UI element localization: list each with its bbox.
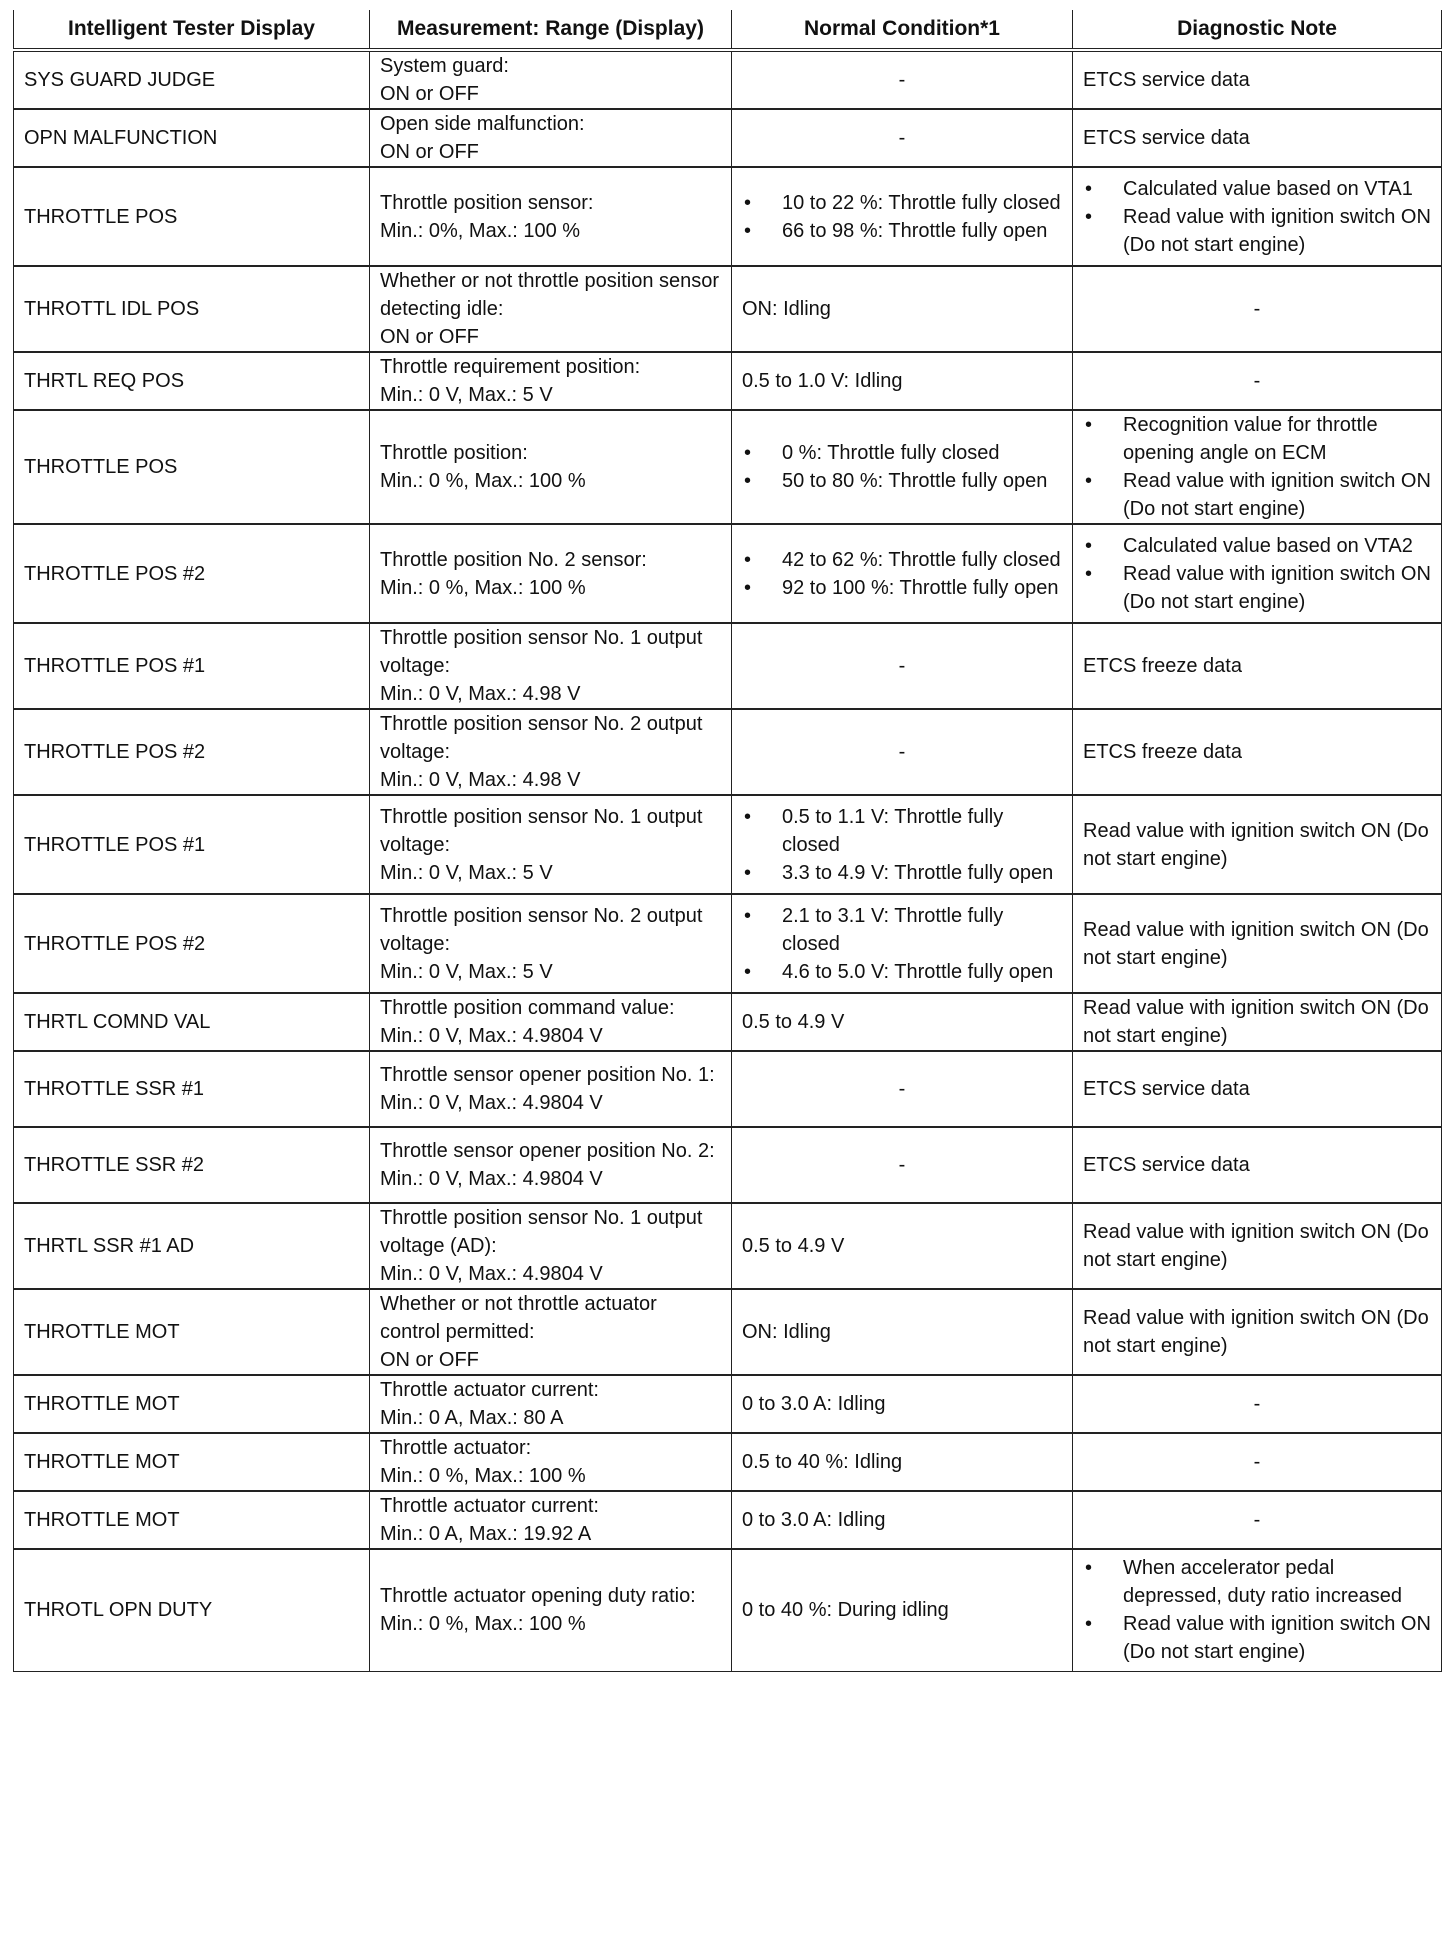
header-row [14, 10, 1442, 50]
text-line: ON or OFF [380, 83, 479, 105]
cell-normal-condition: 0.5 to 40 %: Idling [732, 1433, 1073, 1491]
table-row [14, 109, 1442, 167]
cell-normal-condition: 0 to 3.0 A: Idling [732, 1375, 1073, 1433]
cell-measurement-range [370, 709, 732, 795]
cell-measurement-range [370, 623, 732, 709]
cell-diagnostic-note: ETCS service data [1073, 1051, 1442, 1127]
cell-tester-display: SYS GUARD JUDGE [14, 50, 370, 109]
bullet-list [742, 189, 1062, 245]
table-row [14, 1127, 1442, 1203]
table-row [14, 1051, 1442, 1127]
cell-normal-condition: - [732, 1127, 1073, 1203]
cell-measurement-range [370, 894, 732, 993]
text-line: Whether or not throttle actuator control permitted: [380, 1293, 657, 1343]
cell-tester-display: THROTTL IDL POS [14, 266, 370, 352]
cell-normal-condition: - [732, 50, 1073, 109]
table-row [14, 623, 1442, 709]
cell-measurement-range [370, 50, 732, 109]
cell-measurement-range [370, 1491, 732, 1549]
cell-measurement-range [370, 1433, 732, 1491]
cell-tester-display: THROTTLE MOT [14, 1375, 370, 1433]
text-line: Min.: 0 V, Max.: 4.9804 V [380, 1025, 603, 1047]
bullet-item: • 0 %: Throttle fully closed [742, 439, 1062, 467]
cell-diagnostic-note: Read value with ignition switch ON (Do not start engine) [1073, 1289, 1442, 1375]
cell-normal-condition: - [732, 709, 1073, 795]
cell-diagnostic-note: ETCS service data [1073, 109, 1442, 167]
text-line: Throttle actuator current: [380, 1379, 599, 1401]
cell-measurement-range [370, 1549, 732, 1671]
text-line: Whether or not throttle position sensor detecting idle: [380, 270, 720, 320]
cell-tester-display: THROTL OPN DUTY [14, 1549, 370, 1671]
text-line: Min.: 0 V, Max.: 4.9804 V [380, 1092, 603, 1114]
cell-diagnostic-note: ETCS freeze data [1073, 709, 1442, 795]
cell-diagnostic-note: ETCS service data [1073, 50, 1442, 109]
cell-tester-display: THROTTLE SSR #2 [14, 1127, 370, 1203]
text-line: Throttle actuator current: [380, 1495, 599, 1517]
cell-diagnostic-note [1073, 1549, 1442, 1671]
bullet-item: • Read value with ignition switch ON (Do not start engine) [1083, 1610, 1431, 1666]
text-line: Min.: 0 %, Max.: 100 % [380, 576, 586, 599]
table-row [14, 1433, 1442, 1491]
cell-normal-condition: - [732, 1051, 1073, 1127]
cell-measurement-range [370, 109, 732, 167]
cell-normal-condition [732, 795, 1073, 894]
text-line: System guard: [380, 55, 509, 77]
bullet-item: • 10 to 22 %: Throttle fully closed [742, 189, 1062, 217]
text-line: Throttle position command value: [380, 997, 675, 1019]
cell-tester-display: THROTTLE MOT [14, 1289, 370, 1375]
cell-measurement-range [370, 352, 732, 410]
table-header [14, 10, 1442, 50]
bullet-list [742, 546, 1062, 602]
bullet-item: • 42 to 62 %: Throttle fully closed [742, 546, 1062, 574]
cell-tester-display: THROTTLE POS [14, 167, 370, 266]
cell-tester-display: THROTTLE MOT [14, 1491, 370, 1549]
text-line: Throttle sensor opener position No. 2: [380, 1140, 715, 1162]
cell-tester-display: THRTL SSR #1 AD [14, 1203, 370, 1289]
text-line: Throttle position: [380, 442, 528, 464]
cell-tester-display: THROTTLE SSR #1 [14, 1051, 370, 1127]
text-line: Throttle position sensor No. 2 output voltage: [380, 713, 703, 763]
table-row [14, 1491, 1442, 1549]
cell-measurement-range [370, 993, 732, 1051]
text-line: Min.: 0 V, Max.: 4.9804 V [380, 1168, 603, 1190]
cell-measurement-range [370, 524, 732, 623]
header-normal-condition: Normal Condition*1 [732, 10, 1073, 50]
header-tester-display: Intelligent Tester Display [14, 10, 370, 50]
cell-diagnostic-note: Read value with ignition switch ON (Do not start engine) [1073, 993, 1442, 1051]
cell-diagnostic-note: - [1073, 1491, 1442, 1549]
cell-normal-condition [732, 410, 1073, 524]
text-line: Throttle position sensor: [380, 191, 594, 214]
bullet-list [742, 902, 1062, 986]
cell-diagnostic-note: Read value with ignition switch ON (Do not start engine) [1073, 795, 1442, 894]
bullet-item: • 66 to 98 %: Throttle fully open [742, 217, 1062, 245]
table-row [14, 709, 1442, 795]
cell-normal-condition: 0.5 to 4.9 V [732, 993, 1073, 1051]
cell-normal-condition: - [732, 623, 1073, 709]
bullet-item: • Calculated value based on VTA1 [1083, 175, 1431, 203]
table-body [14, 50, 1442, 1671]
cell-measurement-range [370, 1127, 732, 1203]
bullet-item: • Recognition value for throttle opening angle on ECM [1083, 411, 1431, 467]
text-line: Min.: 0 %, Max.: 100 % [380, 1465, 586, 1487]
table-row [14, 167, 1442, 266]
bullet-item: • Read value with ignition switch ON (Do not start engine) [1083, 203, 1431, 259]
table-row [14, 1289, 1442, 1375]
cell-diagnostic-note [1073, 167, 1442, 266]
text-line: Min.: 0 V, Max.: 5 V [380, 861, 553, 884]
text-line: Min.: 0 %, Max.: 100 % [380, 1613, 586, 1636]
cell-diagnostic-note: Read value with ignition switch ON (Do not start engine) [1073, 894, 1442, 993]
table-row [14, 993, 1442, 1051]
cell-measurement-range [370, 167, 732, 266]
text-line: Min.: 0 A, Max.: 80 A [380, 1407, 564, 1429]
bullet-item: • 0.5 to 1.1 V: Throttle fully closed [742, 803, 1062, 859]
cell-tester-display: THROTTLE POS #2 [14, 894, 370, 993]
cell-diagnostic-note: ETCS freeze data [1073, 623, 1442, 709]
cell-measurement-range [370, 795, 732, 894]
cell-tester-display: THRTL REQ POS [14, 352, 370, 410]
cell-diagnostic-note: - [1073, 1375, 1442, 1433]
text-line: ON or OFF [380, 326, 479, 348]
cell-tester-display: THROTTLE POS #1 [14, 795, 370, 894]
text-line: ON or OFF [380, 141, 479, 163]
cell-diagnostic-note: - [1073, 266, 1442, 352]
table-row [14, 1549, 1442, 1671]
cell-diagnostic-note [1073, 524, 1442, 623]
cell-normal-condition: 0 to 3.0 A: Idling [732, 1491, 1073, 1549]
text-line: Min.: 0 V, Max.: 5 V [380, 384, 553, 406]
cell-measurement-range [370, 410, 732, 524]
bullet-item: • 4.6 to 5.0 V: Throttle fully open [742, 958, 1062, 986]
cell-tester-display: THROTTLE POS #2 [14, 524, 370, 623]
bullet-list [1083, 1554, 1431, 1666]
text-line: Min.: 0 V, Max.: 4.98 V [380, 683, 581, 705]
cell-normal-condition [732, 524, 1073, 623]
text-line: Throttle actuator: [380, 1437, 532, 1459]
bullet-item: • Read value with ignition switch ON (Do not start engine) [1083, 560, 1431, 616]
text-line: Min.: 0 V, Max.: 4.98 V [380, 769, 581, 791]
cell-tester-display: THROTTLE POS #2 [14, 709, 370, 795]
cell-tester-display: THROTTLE MOT [14, 1433, 370, 1491]
bullet-item: • When accelerator pedal depressed, duty ratio increased [1083, 1554, 1431, 1610]
text-line: Throttle position sensor No. 1 output voltage: [380, 627, 703, 677]
table-row [14, 1375, 1442, 1433]
table-row [14, 352, 1442, 410]
cell-diagnostic-note: Read value with ignition switch ON (Do not start engine) [1073, 1203, 1442, 1289]
cell-normal-condition: - [732, 109, 1073, 167]
cell-diagnostic-note: - [1073, 352, 1442, 410]
bullet-item: • 92 to 100 %: Throttle fully open [742, 574, 1062, 602]
table-row [14, 894, 1442, 993]
cell-measurement-range [370, 1203, 732, 1289]
text-line: Throttle position No. 2 sensor: [380, 548, 647, 571]
bullet-item: • Calculated value based on VTA2 [1083, 532, 1431, 560]
text-line: Min.: 0 %, Max.: 100 % [380, 470, 586, 492]
table-row [14, 1203, 1442, 1289]
cell-normal-condition [732, 167, 1073, 266]
cell-measurement-range [370, 1375, 732, 1433]
cell-normal-condition: ON: Idling [732, 266, 1073, 352]
text-line: Throttle position sensor No. 1 output voltage: [380, 805, 703, 856]
cell-tester-display: THROTTLE POS #1 [14, 623, 370, 709]
text-line: Throttle actuator opening duty ratio: [380, 1585, 696, 1608]
text-line: Min.: 0 A, Max.: 19.92 A [380, 1523, 592, 1545]
text-line: ON or OFF [380, 1349, 479, 1371]
bullet-item: • 2.1 to 3.1 V: Throttle fully closed [742, 902, 1062, 958]
bullet-list [1083, 175, 1431, 259]
cell-diagnostic-note: ETCS service data [1073, 1127, 1442, 1203]
cell-normal-condition [732, 894, 1073, 993]
data-list-table [13, 10, 1442, 1672]
text-line: Min.: 0 V, Max.: 4.9804 V [380, 1263, 603, 1285]
table-row [14, 524, 1442, 623]
bullet-list [742, 803, 1062, 887]
bullet-list [742, 439, 1062, 495]
cell-diagnostic-note: - [1073, 1433, 1442, 1491]
cell-normal-condition: 0.5 to 1.0 V: Idling [732, 352, 1073, 410]
cell-normal-condition: ON: Idling [732, 1289, 1073, 1375]
text-line: Min.: 0 V, Max.: 5 V [380, 960, 553, 983]
cell-diagnostic-note [1073, 410, 1442, 524]
cell-measurement-range [370, 266, 732, 352]
table-row [14, 266, 1442, 352]
text-line: Throttle sensor opener position No. 1: [380, 1064, 715, 1086]
table-row [14, 410, 1442, 524]
cell-normal-condition: 0.5 to 4.9 V [732, 1203, 1073, 1289]
bullet-item: • 3.3 to 4.9 V: Throttle fully open [742, 859, 1062, 887]
bullet-item: • 50 to 80 %: Throttle fully open [742, 467, 1062, 495]
cell-measurement-range [370, 1289, 732, 1375]
text-line: Throttle position sensor No. 1 output voltage (AD): [380, 1207, 703, 1257]
cell-tester-display: THROTTLE POS [14, 410, 370, 524]
cell-normal-condition: 0 to 40 %: During idling [732, 1549, 1073, 1671]
table-row [14, 50, 1442, 109]
text-line: Min.: 0%, Max.: 100 % [380, 219, 581, 242]
text-line: Throttle requirement position: [380, 356, 641, 378]
table-row [14, 795, 1442, 894]
bullet-list [1083, 411, 1431, 523]
cell-measurement-range [370, 1051, 732, 1127]
cell-tester-display: OPN MALFUNCTION [14, 109, 370, 167]
bullet-item: • Read value with ignition switch ON (Do not start engine) [1083, 467, 1431, 523]
text-line: Throttle position sensor No. 2 output voltage: [380, 904, 703, 955]
cell-tester-display: THRTL COMND VAL [14, 993, 370, 1051]
header-diagnostic-note: Diagnostic Note [1073, 10, 1442, 50]
bullet-list [1083, 532, 1431, 616]
text-line: Open side malfunction: [380, 113, 585, 135]
header-measurement-range: Measurement: Range (Display) [370, 10, 732, 50]
